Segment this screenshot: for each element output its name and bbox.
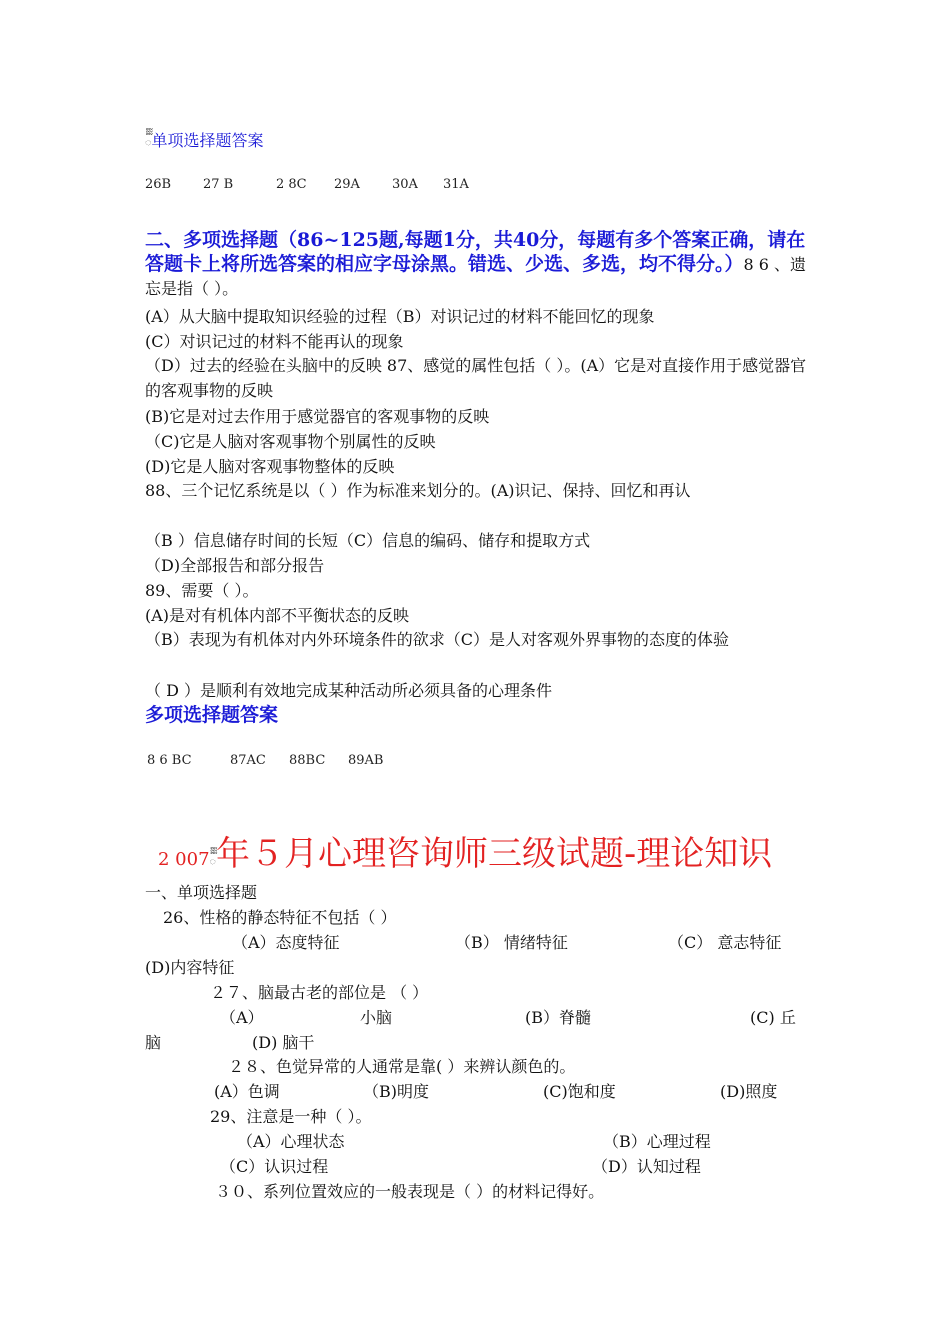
question-89: 89、需要（ ）。 bbox=[145, 581, 259, 600]
q29-option-b: （B）心理过程 bbox=[603, 1132, 711, 1151]
q86-d-and-q87: （D）过去的经验在头脑中的反映 87、感觉的属性包括（ ）。(A）它是对直接作用于感觉器官的客观事物的反映 bbox=[145, 356, 807, 400]
q29-option-a: （A）心理状态 bbox=[237, 1132, 345, 1151]
multi-section bbox=[145, 228, 815, 299]
paragraph-mark-icon: ᢆ bbox=[209, 855, 216, 868]
q29-option-c: （C）认识过程 bbox=[220, 1157, 329, 1176]
q26-option-d: (D)内容特征 bbox=[145, 958, 235, 977]
q89-options-bc: （B）表现为有机体对内外环境条件的欲求（C）是人对客观外界事物的态度的体验 bbox=[145, 630, 730, 649]
q27-option-a-text: 小脑 bbox=[360, 1008, 393, 1027]
q88-option-d: （D)全部报告和部分报告 bbox=[145, 556, 325, 575]
q26-option-b: （B） 情绪特征 bbox=[455, 933, 568, 952]
question-27: ２７、脑最古老的部位是 （ ） bbox=[210, 983, 429, 1002]
paragraph-mark-icon: ᢆ bbox=[145, 136, 152, 149]
q29-option-d: （D）认知过程 bbox=[592, 1157, 701, 1176]
q26-option-a: （A）态度特征 bbox=[232, 933, 340, 952]
q88-options-bc: （B ）信息储存时间的长短（C）信息的编码、储存和提取方式 bbox=[145, 531, 591, 550]
multi-heading: 二、多项选择题（86~125题,每题1分，共40分，每题有多个答案正确，请在答题卡上将所选答案的相应字母涂黑。错选、少选、多选，均不得分。） bbox=[145, 229, 806, 275]
q89-option-a: (A)是对有机体内部不平衡状态的反映 bbox=[145, 606, 410, 625]
answer-item: 87AC bbox=[230, 753, 266, 768]
exam-year: 2 007 bbox=[158, 849, 210, 870]
answer-item: 2 8C bbox=[276, 177, 307, 192]
multi-answer-title: 多项选择题答案 bbox=[145, 704, 279, 726]
q87-option-d: (D)它是人脑对客观事物整体的反映 bbox=[145, 457, 395, 476]
exam-title: 2 007ᢆ年５月心理咨询师三级试题-理论知识 bbox=[158, 834, 773, 874]
answer-item: 88BC bbox=[289, 753, 326, 768]
q28-option-a: (A）色调 bbox=[214, 1082, 280, 1101]
question-88: 88、三个记忆系统是以（ ）作为标准来划分的。(A)识记、保持、回忆和再认 bbox=[145, 481, 691, 500]
q28-option-c: (C)饱和度 bbox=[543, 1082, 616, 1101]
q27-option-a: （A） bbox=[220, 1008, 264, 1027]
answer-item: 8 6 BC bbox=[147, 753, 192, 768]
answer-item: 89AB bbox=[348, 753, 384, 768]
q87-option-b: (B)它是对过去作用于感觉器官的客观事物的反映 bbox=[145, 407, 490, 426]
section-title: 一、单项选择题 bbox=[145, 883, 258, 902]
q27-option-c: (C) 丘 bbox=[750, 1008, 796, 1027]
answer-item: 31A bbox=[443, 177, 469, 192]
q27-option-d: (D) 脑干 bbox=[252, 1033, 315, 1052]
answer-item: 27 B bbox=[203, 177, 234, 192]
question-30: ３０、系列位置效应的一般表现是（ ）的材料记得好。 bbox=[215, 1182, 605, 1201]
single-answer-title: ᢆ单项选择题答案 bbox=[145, 131, 264, 150]
q28-option-d: (D)照度 bbox=[720, 1082, 778, 1101]
q86-option-c: (C）对识记过的材料不能再认的现象 bbox=[145, 332, 404, 351]
q27-option-b: (B）脊髓 bbox=[525, 1008, 592, 1027]
q27-option-c-cont: 脑 bbox=[145, 1033, 162, 1052]
q28-option-b: （B)明度 bbox=[363, 1082, 430, 1101]
question-86: 8 6 、遗忘是指（ ）。 bbox=[145, 255, 807, 298]
question-29: 29、注意是一种（ ）。 bbox=[210, 1107, 372, 1126]
question-26: 26、性格的静态特征不包括（ ） bbox=[163, 908, 397, 927]
answer-item: 30A bbox=[392, 177, 418, 192]
answer-item: 26B bbox=[145, 177, 172, 192]
q89-option-d: （ D ）是顺利有效地完成某种活动所必须具备的心理条件 bbox=[145, 681, 553, 700]
answer-item: 29A bbox=[334, 177, 360, 192]
q86-options-ab: (A）从大脑中提取知识经验的过程（B）对识记过的材料不能回忆的现象 bbox=[145, 307, 655, 326]
question-28: ２８、色觉异常的人通常是靠( ）来辨认颜色的。 bbox=[228, 1057, 576, 1076]
q26-option-c: （C） 意志特征 bbox=[668, 933, 782, 952]
q87-option-c: （C)它是人脑对客观事物个别属性的反映 bbox=[145, 432, 436, 451]
